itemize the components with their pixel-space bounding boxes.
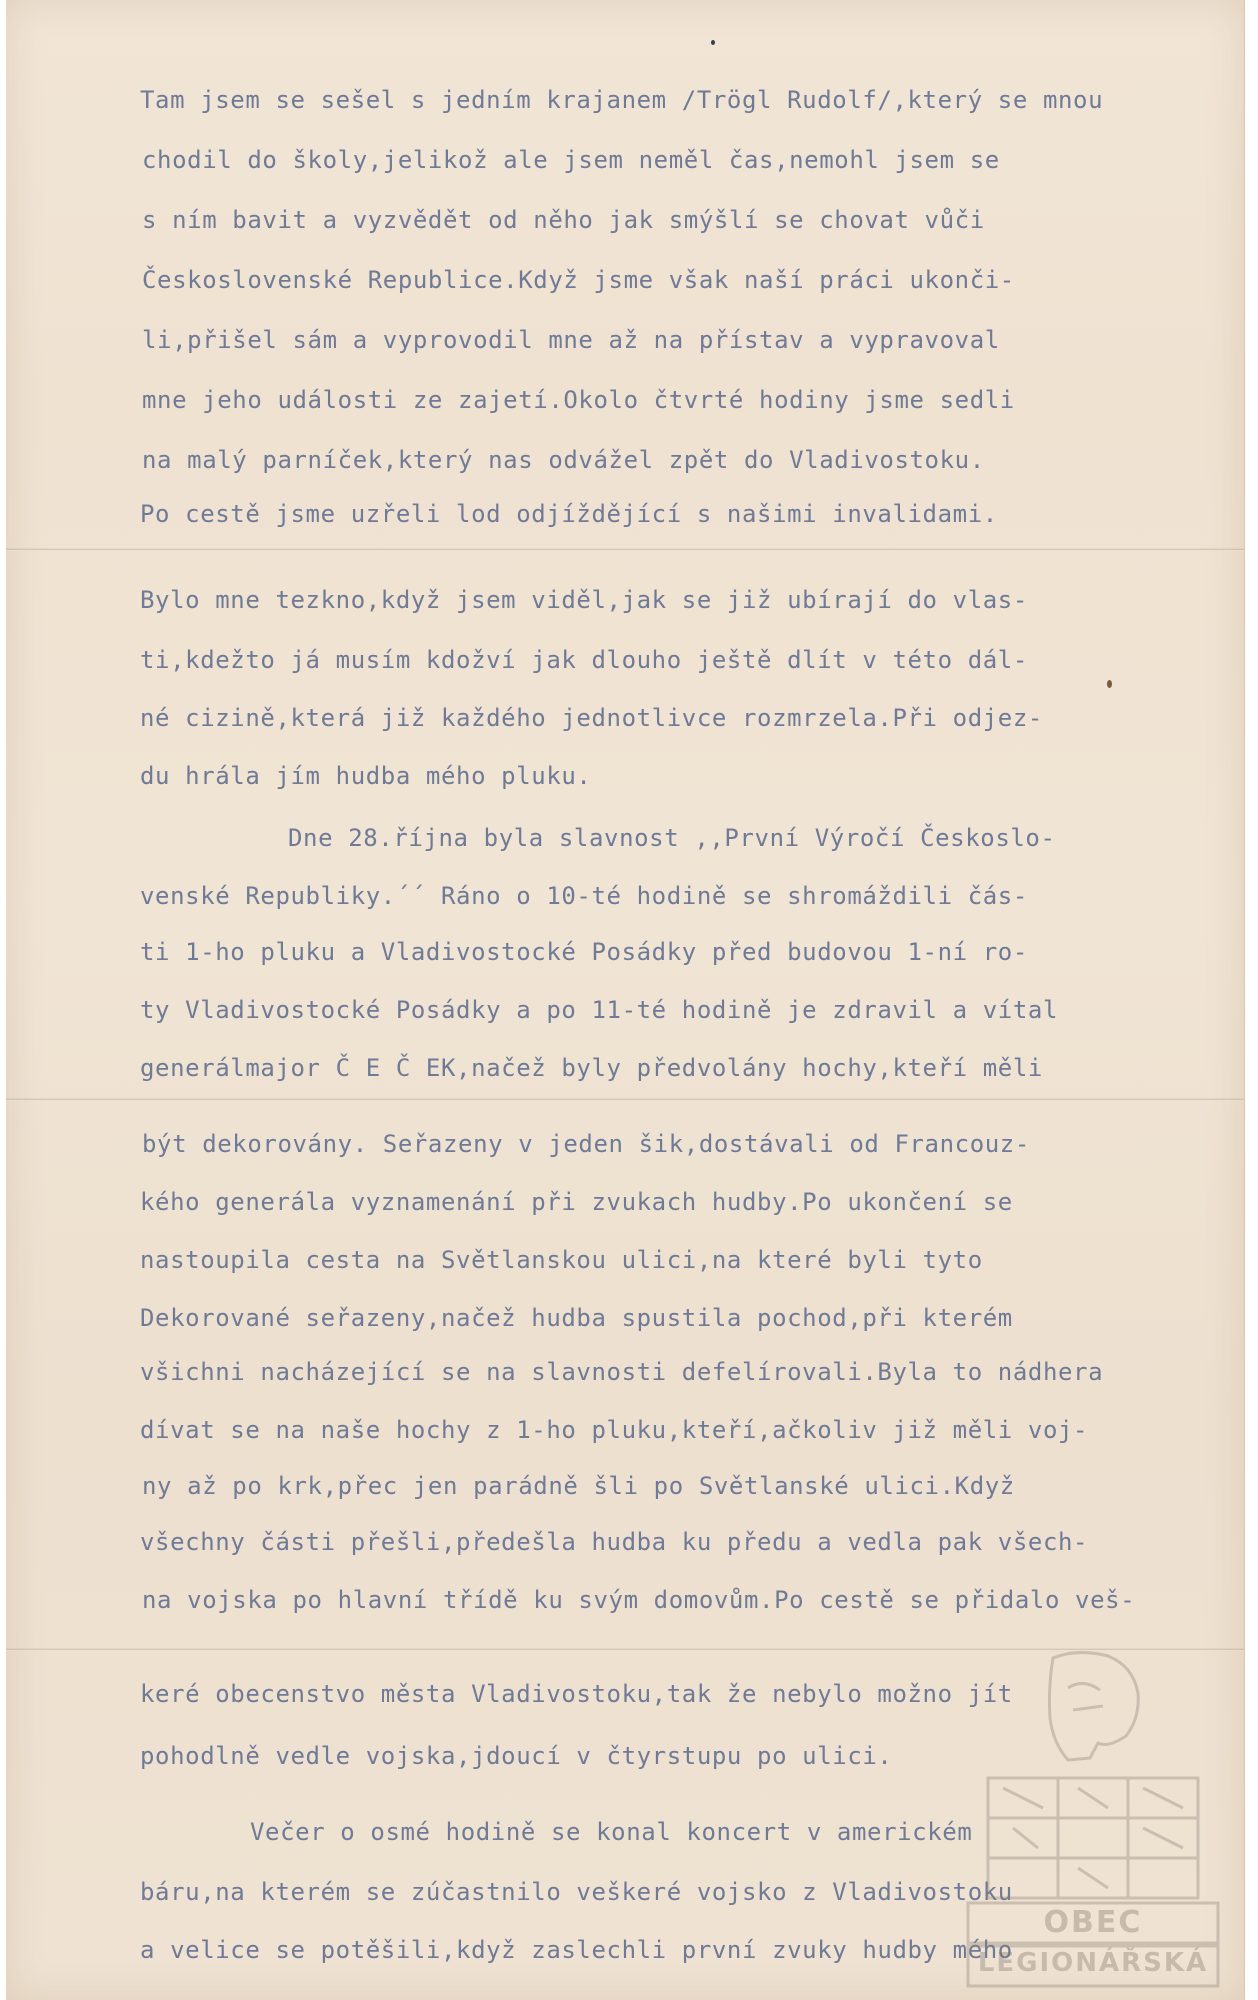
page-fold: [6, 1098, 1244, 1101]
text-line: nastoupila cesta na Světlanskou ulici,na které byli tyto: [140, 1246, 983, 1274]
text-line: Večer o osmé hodině se konal koncert v americkém: [250, 1818, 973, 1846]
text-line: Československé Republice.Když jsme však naší práci ukonči-: [142, 266, 1015, 294]
text-line: pohodlně vedle vojska,jdoucí v čtyrstupu po ulici.: [140, 1742, 893, 1770]
text-line: venské Republiky.´´ Ráno o 10-té hodině se shromáždili čás-: [140, 882, 1028, 910]
text-line: s ním bavit a vyzvědět od něho jak smýšlí se chovat vůči: [142, 206, 985, 234]
text-line: báru,na kterém se zúčastnilo veškeré vojsko z Vladivostoku: [140, 1878, 1013, 1906]
text-line: ny až po krk,přec jen parádně šli po Světlanské ulici.Když: [142, 1472, 1015, 1500]
text-line: generálmajor Č E Č EK,načež byly předvolány hochy,kteří měli: [140, 1054, 1043, 1082]
stamp-line-2: LEGIONÁŘSKÁ: [977, 1948, 1209, 1978]
text-line: mne jeho události ze zajetí.Okolo čtvrté hodiny jsme sedli: [142, 386, 1015, 414]
text-line: na malý parníček,který nas odvážel zpět do Vladivostoku.: [142, 446, 985, 474]
text-line: li,přišel sám a vyprovodil mne až na přístav a vypravoval: [142, 326, 1000, 354]
text-line: né cizině,která již každého jednotlivce rozmrzela.Při odjez-: [140, 704, 1043, 732]
text-line: keré obecenstvo města Vladivostoku,tak že nebylo možno jít: [140, 1680, 1013, 1708]
text-line: ty Vladivostocké Posádky a po 11-té hodině je zdravil a vítal: [140, 996, 1059, 1024]
text-line: být dekorovány. Seřazeny v jeden šik,dostávali od Francouz-: [142, 1130, 1030, 1158]
text-line: Bylo mne tezkno,když jsem viděl,jak se již ubírají do vlas-: [140, 586, 1028, 614]
legion-watermark-stamp: [958, 1648, 1228, 1988]
text-line: na vojska po hlavní třídě ku svým domovům.Po cestě se přidalo veš-: [142, 1586, 1136, 1614]
text-line: Dne 28.října byla slavnost ,,První Výročí Českoslo-: [288, 824, 1056, 852]
stamp-line-1: OBEC: [1043, 1905, 1143, 1940]
text-line: všichni nacházející se na slavnosti defelírovali.Byla to nádhera: [140, 1358, 1104, 1386]
text-line: du hrála jím hudba mého pluku.: [140, 762, 592, 790]
text-line: ti,kdežto já musím kdožví jak dlouho ještě dlít v této dál-: [140, 646, 1028, 674]
text-line: kého generála vyznamenání při zvukach hudby.Po ukončení se: [140, 1188, 1013, 1216]
text-line: chodil do školy,jelikož ale jsem neměl čas,nemohl jsem se: [142, 146, 1000, 174]
text-line: ti 1-ho pluku a Vladivostocké Posádky před budovou 1-ní ro-: [140, 938, 1028, 966]
text-line: všechny části přešli,předešla hudba ku předu a vedla pak všech-: [140, 1528, 1089, 1556]
text-line: Po cestě jsme uzřeli lod odjíždějící s našimi invalidami.: [140, 500, 998, 528]
text-line: dívat se na naše hochy z 1-ho pluku,kteří,ačkoliv již měli voj-: [140, 1416, 1089, 1444]
text-line: Dekorované seřazeny,načež hudba spustila pochod,při kterém: [140, 1304, 1013, 1332]
text-line: a velice se potěšili,když zaslechli první zvuky hudby mého: [140, 1936, 1013, 1964]
text-line: Tam jsem se sešel s jedním krajanem /Trögl Rudolf/,který se mnou: [140, 86, 1104, 114]
